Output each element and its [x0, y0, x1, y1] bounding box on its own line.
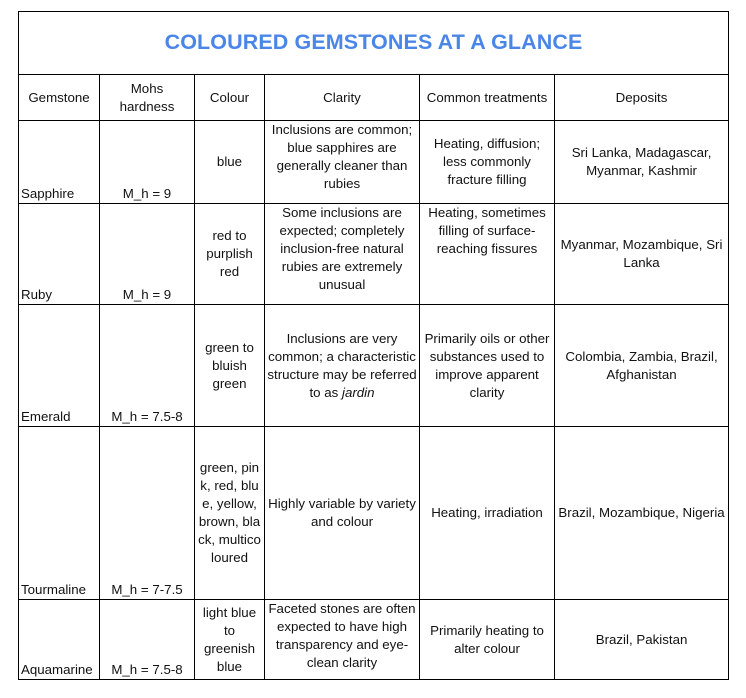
table-row: [19, 204, 729, 305]
cell-deposits: Myanmar, Mozambique, Sri Lanka: [555, 204, 729, 305]
cell-treatments: Heating, sometimes filling of surface-reaching fissures: [420, 204, 555, 305]
table-title: COLOURED GEMSTONES AT A GLANCE: [164, 29, 583, 54]
header-mohs-line2: hardness: [119, 98, 175, 114]
cell-clarity: Faceted stones are often expected to have high transparency and eye-clean clarity: [265, 600, 420, 680]
gemstone-table: [18, 11, 729, 680]
cell-colour: blue: [195, 121, 265, 204]
cell-treatments: Primarily oils or other substances used to improve apparent clarity: [420, 305, 555, 427]
cell-treatments: Heating, diffusion; less commonly fracture filling: [420, 121, 555, 204]
header-gemstone: Gemstone: [19, 75, 100, 121]
cell-colour: light blue to greenish blue: [195, 600, 265, 680]
cell-colour: green to bluish green: [195, 305, 265, 427]
cell-hardness: M_h = 7.5-8: [100, 600, 195, 680]
header-clarity: Clarity: [265, 75, 420, 121]
cell-colour: red to purplish red: [195, 204, 265, 305]
cell-hardness: M_h = 7.5-8: [100, 305, 195, 427]
cell-hardness: M_h = 9: [100, 204, 195, 305]
table-row: [19, 600, 729, 680]
header-colour: Colour: [195, 75, 265, 121]
cell-treatments: Heating, irradiation: [420, 427, 555, 600]
cell-hardness: M_h = 7-7.5: [100, 427, 195, 600]
cell-clarity: Inclusions are common; blue sapphires are generally cleaner than rubies: [265, 121, 420, 204]
header-row: [19, 75, 729, 121]
cell-deposits: Brazil, Pakistan: [555, 600, 729, 680]
table-row: [19, 305, 729, 427]
title-cell: [19, 12, 729, 75]
cell-deposits: Sri Lanka, Madagascar, Myanmar, Kashmir: [555, 121, 729, 204]
header-mohs-line1: Mohs: [130, 80, 164, 96]
cell-gemstone: Tourmaline: [19, 427, 100, 600]
cell-clarity: [265, 305, 420, 427]
header-mohs-hardness: [100, 75, 195, 121]
cell-treatments: Primarily heating to alter colour: [420, 600, 555, 680]
cell-deposits: Colombia, Zambia, Brazil, Afghanistan: [555, 305, 729, 427]
cell-colour: green, pink, red, blue, yellow, brown, black, multicoloured: [195, 427, 265, 600]
cell-clarity-italic: jardin: [342, 384, 375, 400]
cell-clarity: Some inclusions are expected; completely inclusion-free natural rubies are extremely unusual: [265, 204, 420, 305]
cell-gemstone: Sapphire: [19, 121, 100, 204]
cell-hardness: M_h = 9: [100, 121, 195, 204]
cell-clarity: Highly variable by variety and colour: [265, 427, 420, 600]
cell-clarity-text: Inclusions are very common; a characteristic structure may be referred to as: [267, 330, 417, 400]
cell-gemstone: Aquamarine: [19, 600, 100, 680]
header-deposits: Deposits: [555, 75, 729, 121]
cell-gemstone: Ruby: [19, 204, 100, 305]
header-common-treatments: Common treatments: [420, 75, 555, 121]
table-row: [19, 427, 729, 600]
title-row: [19, 12, 729, 75]
cell-deposits: Brazil, Mozambique, Nigeria: [555, 427, 729, 600]
cell-gemstone: Emerald: [19, 305, 100, 427]
table-row: [19, 121, 729, 204]
